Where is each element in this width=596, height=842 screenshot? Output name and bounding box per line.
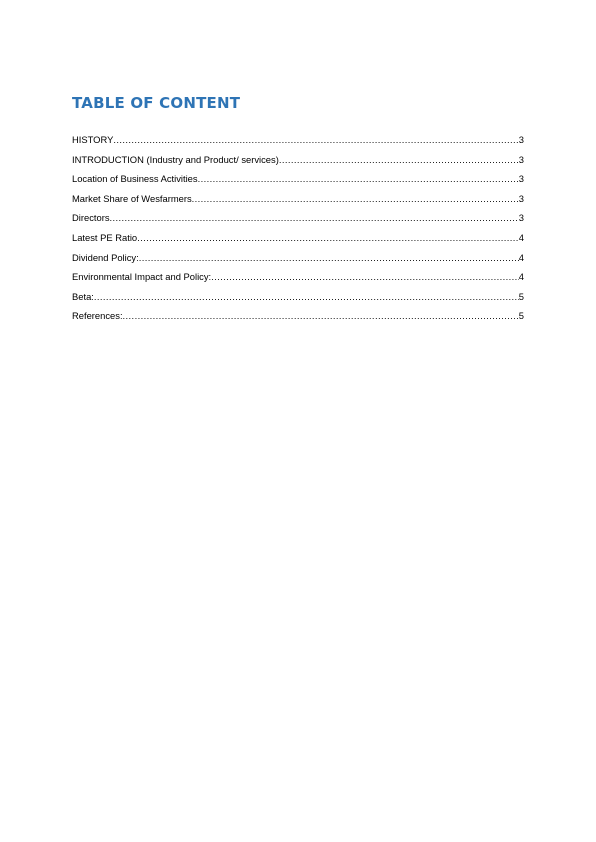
toc-dot-leader [279, 153, 519, 167]
toc-page-number: 5 [518, 290, 524, 302]
toc-page-number: 5 [518, 310, 524, 322]
toc-entry-title: HISTORY [72, 134, 114, 145]
toc-entry-title: Location of Business Activities [72, 173, 198, 185]
toc-entry-title: Beta: [72, 290, 94, 302]
toc-heading: TABLE OF CONTENT [72, 94, 241, 112]
toc-entry-dividend-policy[interactable] [72, 251, 524, 271]
toc-dot-leader [110, 211, 519, 225]
toc-entry-title: Directors [72, 212, 110, 224]
toc-entry-market-share[interactable] [72, 192, 524, 212]
toc-dot-leader [113, 133, 518, 147]
toc-entry-references[interactable] [72, 309, 524, 329]
toc-dot-leader [211, 270, 519, 284]
toc-entry-title: INTRODUCTION (Industry and Product/ services) [72, 153, 279, 165]
toc-entry-history[interactable] [72, 133, 524, 153]
toc-page-number: 3 [518, 173, 524, 185]
toc-entry-environmental-impact[interactable] [72, 270, 524, 290]
toc-entry-title: References: [72, 310, 123, 322]
toc-entry-location[interactable] [72, 172, 524, 192]
toc-dot-leader [139, 251, 519, 265]
toc-entry-pe-ratio[interactable] [72, 231, 524, 251]
toc-dot-leader [192, 192, 519, 206]
toc-page-number: 3 [518, 153, 524, 165]
toc-page-number: 4 [518, 271, 524, 283]
toc-entry-directors[interactable] [72, 211, 524, 231]
toc-dot-leader [137, 231, 519, 245]
toc-list [72, 133, 524, 329]
toc-entry-title: Latest PE Ratio [72, 231, 138, 243]
toc-entry-title: Dividend Policy: [72, 251, 139, 263]
toc-entry-introduction[interactable] [72, 153, 524, 173]
toc-entry-title: Environmental Impact and Policy: [72, 271, 212, 283]
toc-page-number: 3 [518, 192, 524, 204]
toc-dot-leader [94, 290, 519, 304]
toc-dot-leader [123, 309, 519, 323]
toc-entry-title: Market Share of Wesfarmers [72, 192, 192, 204]
toc-page-number: 3 [518, 212, 524, 224]
toc-page-number: 3 [518, 134, 524, 145]
toc-page-number: 4 [518, 231, 524, 243]
toc-dot-leader [198, 172, 519, 186]
toc-entry-beta[interactable] [72, 290, 524, 310]
toc-page-number: 4 [518, 251, 524, 263]
